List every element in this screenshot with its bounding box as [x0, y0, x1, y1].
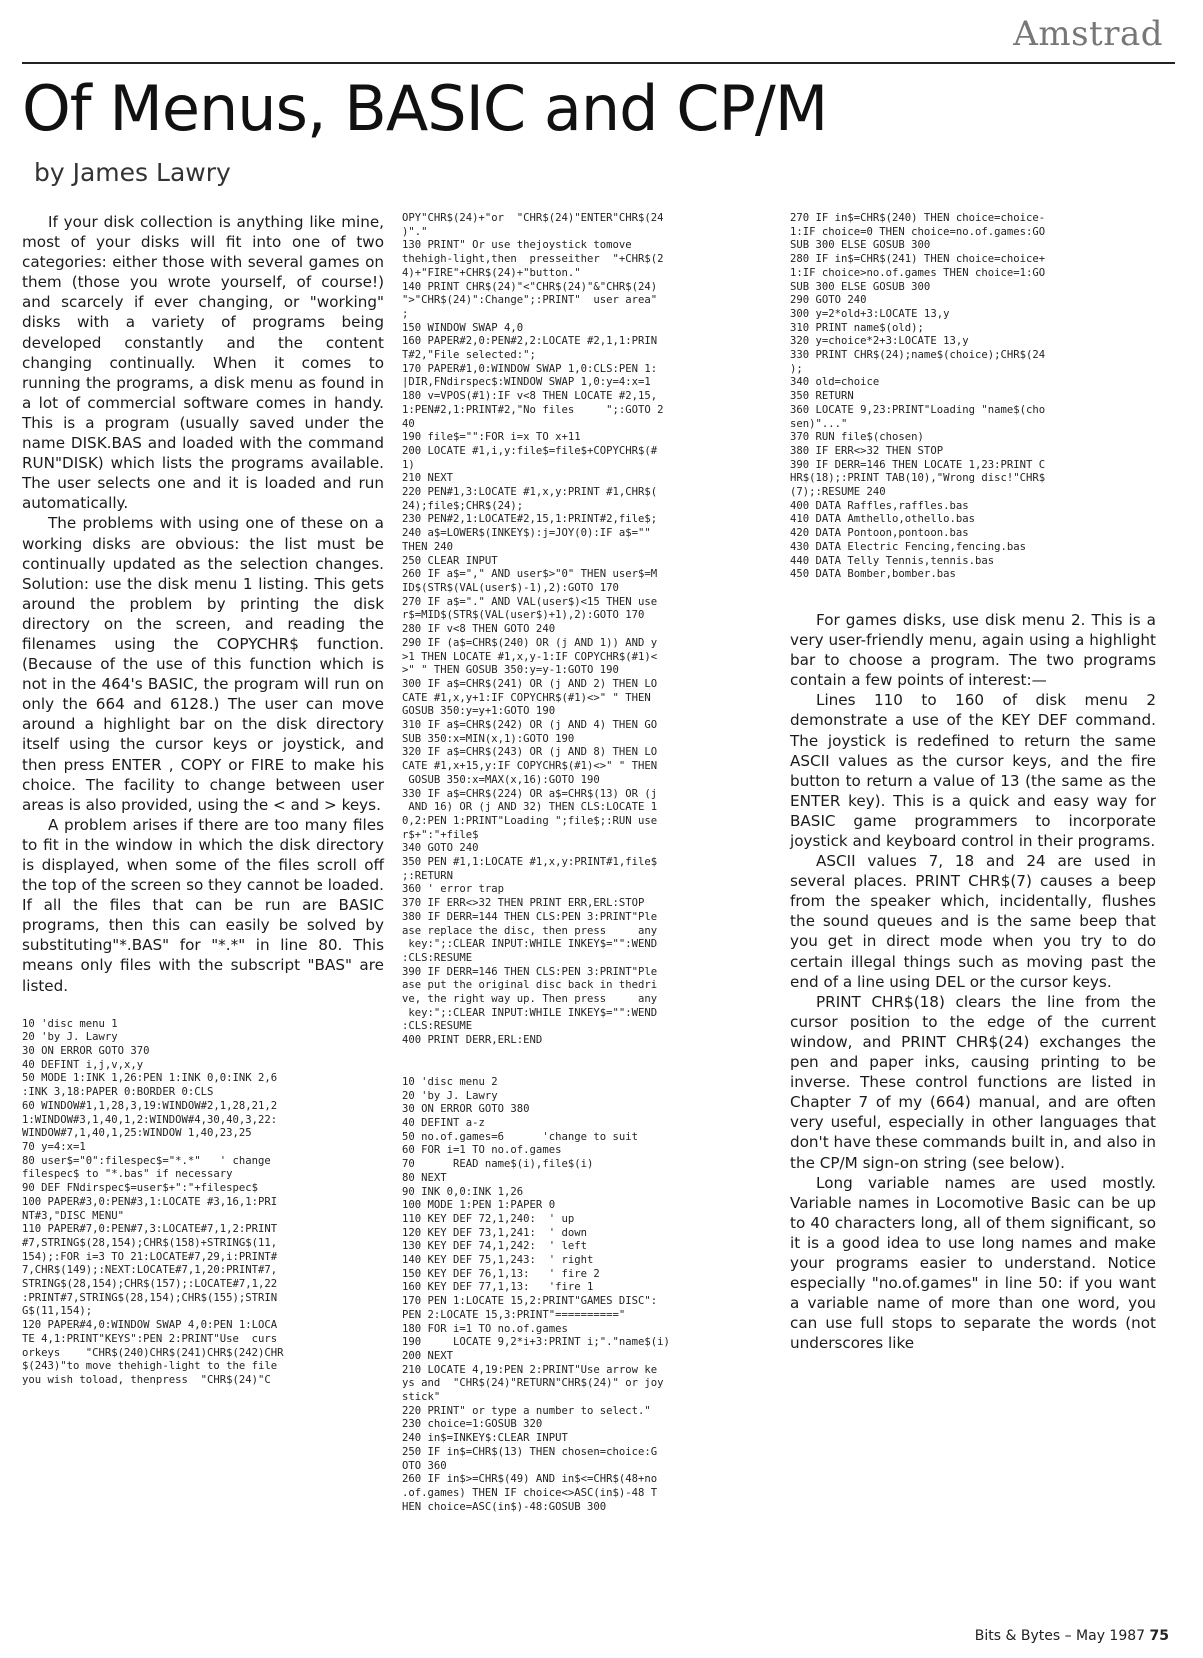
paragraph: The problems with using one of these on a working disks are obvious: the list must be continually updated as the selection changes. Solution: use the disk menu 1 listing. This gets around the problem by printing the disk directory on the screen, and reading the filenames using the COPYCHR$ function. (Because of the use of this function which is not in the 464's BASIC, the program will run on only the 664 and 6128.) The user can move around a highlight bar on the disk directory itself using the cursor keys or joystick, and then press ENTER , COPY or FIRE to make his choice. The facility to change between user areas is also provided, using the < and > keys.: [22, 514, 384, 814]
code-listing-disc-menu-2: 10 'disc menu 2 20 'by J. Lawry 30 ON ERROR GOTO 380 40 DEFINT a-z 50 no.of.games=6 'change to suit 60 FOR i=1 TO no.of.games 70 READ name$(i),file$(i) 80 NEXT 90 INK 0,0:INK 1,26 100 MODE 1:PEN 1:PAPER 0 110 KEY DEF 72,1,240: ' up 120 KEY DEF 73,1,241: ' down 130 KEY DEF 74,1,242: ' left 140 KEY DEF 75,1,243: ' right 150 KEY DEF 76,1,13: ' fire 2 160 KEY DEF 77,1,13: 'fire 1 170 PEN 1:LOCATE 15,2:PRINT"GAMES DISC": PEN 2:LOCATE 15,3:PRINT"==========" 180 FOR i=1 TO no.of.games 190 LOCATE 9,2*i+3:PRINT i;"."name$(i) 200 NEXT 210 LOCATE 4,19:PEN 2:PRINT"Use arrow ke ys and "CHR$(24)"RETURN"CHR$(24)" or joy stick" 220 PRINT" or type a number to select." 230 choice=1:GOSUB 320 240 in$=INKEY$:CLEAR INPUT 250 IF in$=CHR$(13) THEN chosen=choice:G OTO 360 260 IF in$>=CHR$(49) AND in$<=CHR$(48+no .of.games) THEN IF choice<>ASC(in$)-48 T HEN choice=ASC(in$)-48:GOSUB 300: [402, 1075, 670, 1513]
article-body-col1: [22, 212, 384, 996]
paragraph: Long variable names are used mostly. Variable names in Locomotive Basic can be up to 40 characters long, all of them significant, so it is a good idea to use long names and make your programs easier to understand. Notice especially "no.of.games" in line 50: if you want a variable name of more than one word, you can use full stops to separate the words (not underscores like: [790, 1173, 1156, 1353]
page-footer: [975, 1628, 1169, 1644]
article-byline: by James Lawry: [34, 158, 231, 187]
paragraph: ASCII values 7, 18 and 24 are used in several places. PRINT CHR$(7) causes a beep from the speaker which, incidentally, flushes the sound queues and is the same beep that you get in direct mode when you try to do certain illegal things such as moving past the end of a line using DEL or the cursor keys.: [790, 852, 1156, 991]
code-listing-disc-menu-1: 10 'disc menu 1 20 'by J. Lawry 30 ON ERROR GOTO 370 40 DEFINT i,j,v,x,y 50 MODE 1:INK 1,26:PEN 1:INK 0,0:INK 2,6 :INK 3,18:PAPER 0:BORDER 0:CLS 60 WINDOW#1,1,28,3,19:WINDOW#2,1,28,21,2 1:WINDOW#3,1,40,1,2:WINDOW#4,30,40,3,22: WINDOW#7,1,40,1,25:WINDOW 1,40,23,25 70 y=4:x=1 80 user$="0":filespec$="*.*" ' change filespec$ to "*.bas" if necessary 90 DEF FNdirspec$=user$+":"+filespec$ 100 PAPER#3,0:PEN#3,1:LOCATE #3,16,1:PRI NT#3,"DISC MENU" 110 PAPER#7,0:PEN#7,3:LOCATE#7,1,2:PRINT #7,STRING$(28,154);CHR$(158)+STRING$(11, 154);:FOR i=3 TO 21:LOCATE#7,29,i:PRINT# 7,CHR$(149);:NEXT:LOCATE#7,1,20:PRINT#7, STRING$(28,154);CHR$(157);:LOCATE#7,1,22 :PRINT#7,STRING$(28,154);CHR$(155);STRIN G$(11,154); 120 PAPER#4,0:WINDOW SWAP 4,0:PEN 1:LOCA TE 4,1:PRINT"KEYS":PEN 2:PRINT"Use curs orkeys "CHR$(240)CHR$(241)CHR$(242)CHR $(243)"to move thehigh-light to the file you wish toload, thenpress "CHR$(24)"C: [22, 1017, 284, 1386]
column-2: [402, 212, 782, 1514]
publication-name: Bits & Bytes – May 1987: [974, 1628, 1146, 1644]
paragraph: If your disk collection is anything like mine, most of your disks will fit into one of two categories: either those with several games on them (those you wrote yourself, of course!) and scarcely if ever changing, or "working" disks with a variety of programs being developed constantly and the content changing continually. When it comes to running the programs, a disk menu as found in a lot of commercial software comes in handy. This is a program (usually saved under the name DISK.BAS and loaded with the command RUN"DISK) which lists the programs available. The user selects one and it is loaded and run automatically.: [22, 213, 384, 513]
paragraph: A problem arises if there are too many files to fit in the window in which the disk directory is displayed, when some of the files scroll off the top of the screen so they cannot be loaded. If all the files that can be run are BASIC programs, then this can easily be solved by substituting"*.BAS" for "*.*" in line 80. This means only files with the subscript "BAS" are listed.: [22, 815, 384, 995]
paragraph: Lines 110 to 160 of disk menu 2 demonstrate a use of the KEY DEF command. The joystick is redefined to return the same ASCII values as the cursor keys, and the fire button to return a value of 13 (the same as the ENTER key). This is a quick and easy way for BASIC game programmers to incorporate joystick and keyboard control in their programs.: [790, 691, 1156, 851]
header-rule: [22, 62, 1175, 64]
paragraph: PRINT CHR$(18) clears the line from the cursor position to the edge of the current window, and PRINT CHR$(24) exchanges the pen and paper inks, causing printing to be inverse. These control functions are listed in Chapter 7 of my (664) manual, and are often very useful, especially in other languages that don't have these commands built in, and also in the CP/M sign-on string (see below).: [790, 992, 1156, 1172]
article-title: Of Menus, BASIC and CP/M: [22, 72, 828, 145]
column-3: [790, 212, 1156, 1353]
page-number: 75: [1149, 1628, 1169, 1644]
code-listing-disc-menu-2-continued: 270 IF in$=CHR$(240) THEN choice=choice- 1:IF choice=0 THEN choice=no.of.games:GO SUB 300 ELSE GOSUB 300 280 IF in$=CHR$(241) THEN choice=choice+ 1:IF choice>no.of.games THEN choice=1:GO SUB 300 ELSE GOSUB 300 290 GOTO 240 300 y=2*old+3:LOCATE 13,y 310 PRINT name$(old); 320 y=choice*2+3:LOCATE 13,y 330 PRINT CHR$(24);name$(choice);CHR$(24 ); 340 old=choice 350 RETURN 360 LOCATE 9,23:PRINT"Loading "name$(cho sen)"..." 370 RUN file$(chosen) 380 IF ERR<>32 THEN STOP 390 IF DERR=146 THEN LOCATE 1,23:PRINT C HR$(18);:PRINT TAB(10),"Wrong disc!"CHR$ (7);:RESUME 240 400 DATA Raffles,raffles.bas 410 DATA Amthello,othello.bas 420 DATA Pontoon,pontoon.bas 430 DATA Electric Fencing,fencing.bas 440 DATA Telly Tennis,tennis.bas 450 DATA Bomber,bomber.bas: [790, 212, 1046, 581]
article-body-col3: [790, 610, 1156, 1353]
code-listing-disc-menu-1-continued: OPY"CHR$(24)+"or "CHR$(24)"ENTER"CHR$(24 )"." 130 PRINT" Or use thejoystick tomove thehigh-light,then presseither "+CHR$(2 4)+"FIRE"+CHR$(24)+"button." 140 PRINT CHR$(24)"<"CHR$(24)"&"CHR$(24) ">"CHR$(24)":Change";:PRINT" user area" ; 150 WINDOW SWAP 4,0 160 PAPER#2,0:PEN#2,2:LOCATE #2,1,1:PRIN T#2,"File selected:"; 170 PAPER#1,0:WINDOW SWAP 1,0:CLS:PEN 1: |DIR,FNdirspec$:WINDOW SWAP 1,0:y=4:x=1 180 v=VPOS(#1):IF v<8 THEN LOCATE #2,15, 1:PEN#2,1:PRINT#2,"No files ";:GOTO 2 40 190 file$="":FOR i=x TO x+11 200 LOCATE #1,i,y:file$=file$+COPYCHR$(# 1) 210 NEXT 220 PEN#1,3:LOCATE #1,x,y:PRINT #1,CHR$( 24);file$;CHR$(24); 230 PEN#2,1:LOCATE#2,15,1:PRINT#2,file$; 240 a$=LOWER$(INKEY$):j=JOY(0):IF a$="" THEN 240 250 CLEAR INPUT 260 IF a$="," AND user$>"0" THEN user$=M ID$(STR$(VAL(user$)-1),2):GOTO 170 270 IF a$="." AND VAL(user$)<15 THEN use r$=MID$(STR$(VAL(user$)+1),2):GOTO 170 280 IF v<8 THEN GOTO 240 290 IF (a$=CHR$(240) OR (j AND 1)) AND y >1 THEN LOCATE #1,x,y-1:IF COPYCHR$(#1)< >" " THEN GOSUB 350:y=y-1:GOTO 190 300 IF a$=CHR$(241) OR (j AND 2) THEN LO CATE #1,x,y+1:IF COPYCHR$(#1)<>" " THEN GOSUB 350:y=y+1:GOTO 190 310 IF a$=CHR$(242) OR (j AND 4) THEN GO SUB 350:x=MIN(x,1):GOTO 190 320 IF a$=CHR$(243) OR (j AND 8) THEN LO CATE #1,x+15,y:IF COPYCHR$(#1)<>" " THEN GOSUB 350:x=MAX(x,16):GOTO 190 330 IF a$=CHR$(224) OR a$=CHR$(13) OR (j AND 16) OR (j AND 32) THEN CLS:LOCATE 1 0,2:PEN 1:PRINT"Loading ";file$;:RUN use r$+":"+file$ 340 GOTO 240 350 PEN #1,1:LOCATE #1,x,y:PRINT#1,file$ ;:RETURN 360 ' error trap 370 IF ERR<>32 THEN PRINT ERR,ERL:STOP 380 IF DERR=144 THEN CLS:PEN 3:PRINT"Ple ase replace the disc, then press any key:";:CLEAR INPUT:WHILE INKEY$="":WEND :CLS:RESUME 390 IF DERR=146 THEN CLS:PEN 3:PRINT"Ple ase put the original disc back in thedri ve, the right way up. Then press any key:";:CLEAR INPUT:WHILE INKEY$="":WEND :CLS:RESUME 400 PRINT DERR,ERL:END: [402, 212, 664, 1047]
paragraph: For games disks, use disk menu 2. This is a very user-friendly menu, again using a highlight bar to choose a program. The two programs contain a few points of interest:—: [790, 610, 1156, 690]
section-brand: Amstrad: [1013, 14, 1163, 54]
column-1: [22, 212, 384, 1388]
